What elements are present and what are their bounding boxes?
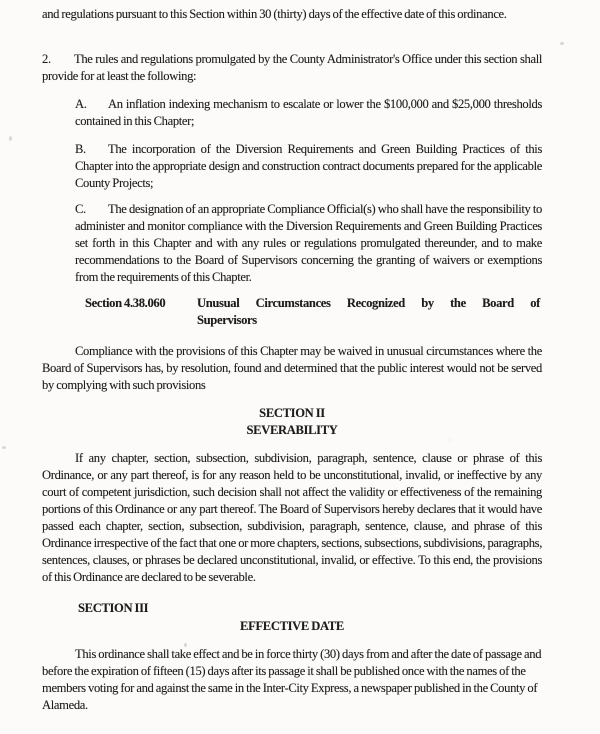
effective-date-heading: EFFECTIVE DATE [240,619,344,633]
section-4-38-060-heading [85,295,542,329]
scan-speckle [184,643,187,647]
scan-speckle [9,136,12,141]
section-title-line-2: Supervisors [197,313,257,327]
compliance-paragraph: Compliance with the provisions of this Chapter may be waived in unusual circumstances where the Board of Supervisors has, by resolution, found and determined that the public interest would not be served by complying with such provisions [42,344,542,392]
scan-speckle [163,354,168,356]
section-ii-heading: SECTION II [259,406,325,420]
item-2-text: The rules and regulations promulgated by the County Administrator's Office under this section shall provide for at least the following: [42,52,542,83]
numbered-item-2 [42,51,542,85]
subitem-c-letter: C. [75,202,86,216]
section-ii-subheading: SEVERABILITY [246,423,338,437]
section-title [197,295,540,329]
effective-date-paragraph: This ordinance shall take effect and be in force thirty (30) days from and after the date of passage and before the expiration of fifteen (15) days after its passage it shall be published once with the names of the members voting for and against the same in the Inter-City Express, a newspaper published in the County of Alameda. [42,647,542,712]
subitem-b-letter: B. [75,142,86,156]
subitem-a [75,96,542,130]
item-2-number: 2. [42,52,51,66]
subitem-c [75,201,542,286]
section-iii-heading: SECTION III [78,601,149,615]
scan-speckle [2,446,6,449]
section-title-line-1: Unusual Circumstances Recognized by the Board of [197,296,540,310]
intro-paragraph: and regulations pursuant to this Section within 30 (thirty) days of the effective date of this ordinance. [42,7,507,21]
subitem-a-text: An inflation indexing mechanism to escalate or lower the $100,000 and $25,000 thresholds contained in this Chapter; [75,97,542,128]
severability-paragraph: If any chapter, section, subsection, subdivision, paragraph, sentence, clause or phrase of this Ordinance, or any part thereof, is for any reason held to be unconstitutional, invalid, or ineffective by any court of competent jurisdiction, such decision shall not affect the validity or effectiveness of the remaining portions of this Ordinance or any part thereof. The Board of Supervisors hereby declares that it would have passed each chapter, section, subsection, subdivision, paragraph, sentence, clause, and phrase of this Ordinance irrespective of the fact that one or more chapters, sections, subsections, subdivisions, paragraphs, sentences, clauses, or phrases be declared unconstitutional, invalid, or effective. To this end, the provisions of this Ordinance are declared to be severable. [42,451,542,584]
scan-speckle [560,42,564,45]
section-number: Section 4.38.060 [85,296,166,310]
subitem-b-text: The incorporation of the Diversion Requirements and Green Building Practices of this Chapter into the appropriate design and construction contract documents prepared for the applicable County Projects; [75,142,542,190]
subitem-c-text: The designation of an appropriate Compliance Official(s) who shall have the responsibility to administer and monitor compliance with the Diversion Requirements and Green Building Practices set forth in this Chapter and with any rules or regulations promulgated thereunder, and to make recommendations to the Board of Supervisors concerning the granting of waivers or exemptions from the requirements of this Chapter. [75,202,542,284]
subitem-b [75,141,542,192]
subitem-a-letter: A. [75,97,87,111]
